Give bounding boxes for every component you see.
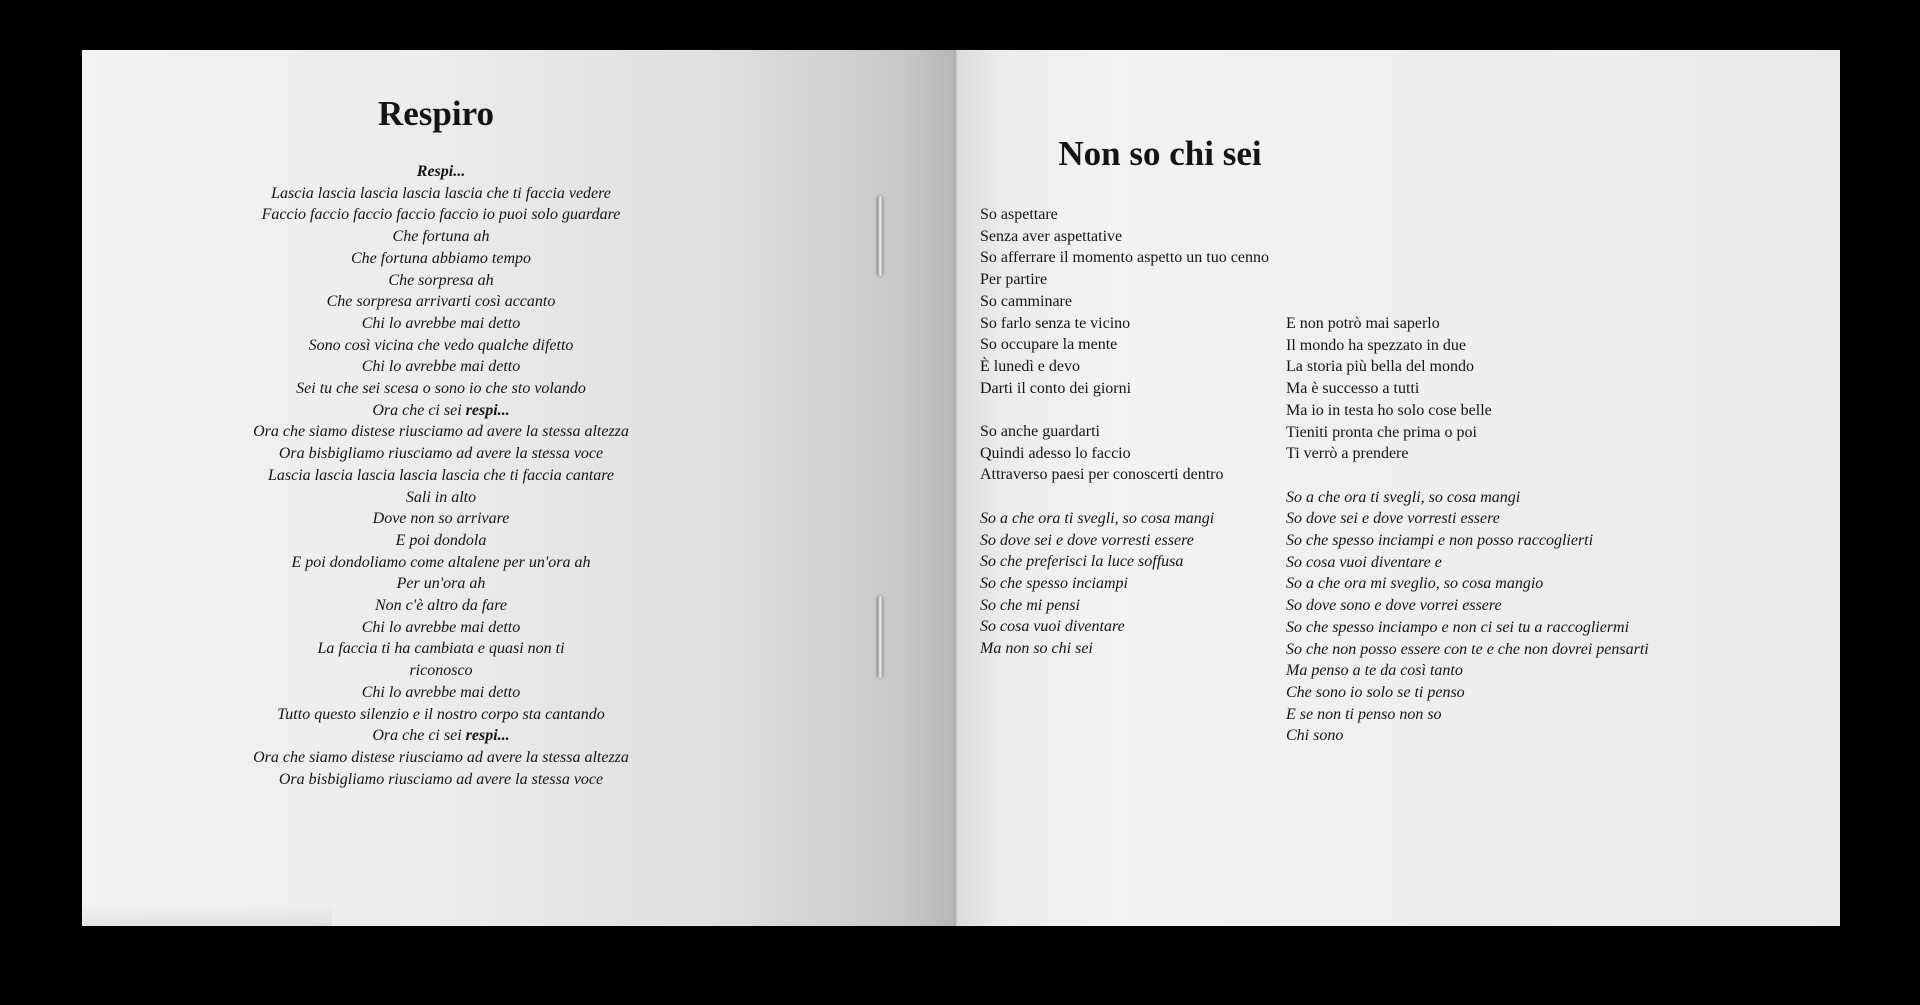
- lyric-line-text: Chi lo avrebbe mai detto: [361, 618, 521, 636]
- lyric-line: [0, 313, 882, 335]
- stanza-break: [1286, 465, 1649, 487]
- lyric-line-text: Quindi adesso lo faccio: [980, 444, 1131, 462]
- lyric-line: [1286, 617, 1649, 639]
- lyric-line-text: La faccia ti ha cambiata e quasi non ti: [317, 640, 565, 658]
- lyric-line: [980, 464, 1269, 486]
- lyric-line: [1286, 508, 1649, 530]
- stanza-break: [980, 399, 1269, 421]
- lyric-line-text: Sali in alto: [405, 488, 477, 506]
- lyric-line-text: So che spesso inciampi e non posso raccoglierti: [1286, 532, 1594, 550]
- lyric-line: [980, 204, 1269, 226]
- lyric-line-text: Ma è successo a tutti: [1286, 380, 1420, 398]
- lyric-line: [980, 530, 1269, 552]
- lyric-line-text: Che sorpresa ah: [388, 271, 494, 289]
- lyric-line: [0, 508, 882, 530]
- lyric-line: [0, 183, 882, 205]
- lyric-line: [980, 356, 1269, 378]
- lyric-line-bold: Respi...: [416, 163, 466, 180]
- lyric-line: [0, 747, 882, 769]
- lyric-line-text: So a che ora ti svegli, so cosa mangi: [1286, 488, 1521, 506]
- lyric-line: [980, 247, 1269, 269]
- lyric-line-text: Faccio faccio faccio faccio faccio io puoi solo guardare: [261, 206, 621, 224]
- lyric-line: [1286, 552, 1649, 574]
- lyric-line: [0, 270, 882, 292]
- lyric-line-text: È lunedì e devo: [980, 357, 1080, 375]
- lyric-line-text: Non c'è altro da fare: [375, 597, 507, 615]
- lyric-line-text: La storia più bella del mondo: [1286, 358, 1474, 376]
- lyric-line: [1286, 725, 1649, 747]
- lyric-line: [1286, 335, 1649, 357]
- lyric-line: [0, 638, 882, 660]
- lyric-line: [0, 660, 882, 682]
- lyric-line-text: So cosa vuoi diventare: [980, 618, 1125, 636]
- lyric-line-text: So che non posso essere con te e che non dovrei pensarti: [1286, 640, 1649, 658]
- lyric-line-text: Che fortuna abbiamo tempo: [351, 249, 531, 267]
- lyric-line: [0, 682, 882, 704]
- lyric-line: [0, 487, 882, 509]
- lyric-line: [0, 530, 882, 552]
- lyric-line-text: Per un'ora ah: [396, 575, 486, 593]
- lyric-line: [1286, 443, 1649, 465]
- lyric-line-text: So che spesso inciampi: [980, 574, 1128, 592]
- lyric-line-text: Ma non so chi sei: [980, 640, 1093, 658]
- lyric-line-text: Senza aver aspettative: [980, 227, 1123, 245]
- lyric-line: [1286, 356, 1649, 378]
- lyric-line-text: Ora bisbigliamo riusciamo ad avere la stessa voce: [278, 770, 604, 788]
- lyric-line-text: Ora che siamo distese riusciamo ad avere la stessa altezza: [253, 748, 629, 766]
- lyric-line-text: Ti verrò a prendere: [1286, 445, 1409, 463]
- lyric-line: [980, 551, 1269, 573]
- lyric-line: [1286, 313, 1649, 335]
- lyric-line: [1286, 422, 1649, 444]
- lyric-line-text: So dove sono e dove vorrei essere: [1286, 597, 1502, 615]
- lyric-line: [0, 248, 882, 270]
- lyric-line: [980, 573, 1269, 595]
- lyrics-non-so-chi-sei-column-2: [1286, 313, 1649, 747]
- lyric-line-text: E poi dondoliamo come altalene per un'ora ah: [291, 553, 591, 571]
- lyric-line-text: Chi lo avrebbe mai detto: [361, 314, 521, 332]
- lyric-line: [980, 616, 1269, 638]
- lyric-line-text: E poi dondola: [395, 531, 487, 549]
- lyric-line: [980, 291, 1269, 313]
- lyric-line: [1286, 682, 1649, 704]
- lyric-line-text: Chi lo avrebbe mai detto: [361, 683, 521, 701]
- lyric-line: [1286, 704, 1649, 726]
- lyric-line-text: Sei tu che sei scesa o sono io che sto volando: [296, 380, 586, 398]
- lyric-line: [1286, 595, 1649, 617]
- lyric-line-text: Che fortuna ah: [392, 228, 490, 246]
- lyric-line-bold-suffix: respi...: [465, 727, 510, 745]
- lyric-line: [1286, 639, 1649, 661]
- lyric-line-text: Darti il conto dei giorni: [980, 379, 1132, 397]
- lyric-line-text: So occupare la mente: [980, 336, 1118, 354]
- lyric-line: [980, 595, 1269, 617]
- lyric-line-text: Ma penso a te da così tanto: [1286, 662, 1463, 680]
- lyric-line: [0, 204, 882, 226]
- lyric-line: [1286, 530, 1649, 552]
- lyric-line-text: Per partire: [980, 271, 1048, 289]
- lyric-line-text: So aspettare: [980, 206, 1058, 223]
- lyric-line-text: Attraverso paesi per conoscerti dentro: [980, 466, 1224, 484]
- lyric-line: [0, 573, 882, 595]
- lyric-line-text: Che sono io solo se ti penso: [1286, 683, 1465, 701]
- lyric-line-text: So a che ora mi sveglio, so cosa mangio: [1286, 575, 1544, 593]
- lyric-line: [1286, 660, 1649, 682]
- song-title-non-so-chi-sei: Non so chi sei: [1058, 134, 1262, 173]
- lyrics-respiro: [0, 161, 882, 790]
- lyric-line: [0, 769, 882, 791]
- lyric-line-text: So dove sei e dove vorresti essere: [1286, 510, 1500, 528]
- lyrics-non-so-chi-sei-column-1: [980, 204, 1269, 660]
- lyric-line: [980, 269, 1269, 291]
- lyric-line-text: Che sorpresa arrivarti così accanto: [326, 293, 556, 311]
- lyric-line-text: Dove non so arrivare: [372, 510, 510, 528]
- song-title-respiro: Respiro: [377, 94, 495, 133]
- lyric-line: [0, 335, 882, 357]
- lyric-line-text: So che spesso inciampo e non ci sei tu a raccogliermi: [1286, 618, 1630, 636]
- lyric-line-text: So camminare: [980, 292, 1072, 310]
- lyric-line: [0, 161, 882, 183]
- page-shadow: [82, 904, 332, 926]
- lyric-line: [980, 313, 1269, 335]
- stanza-break: [980, 486, 1269, 508]
- lyric-line-text: riconosco: [409, 662, 473, 680]
- lyric-line-text: So che mi pensi: [980, 596, 1080, 614]
- lyric-line-text: So dove sei e dove vorresti essere: [980, 531, 1194, 549]
- lyric-line-text: E non potrò mai saperlo: [1286, 315, 1440, 332]
- lyric-line: [1286, 573, 1649, 595]
- lyric-line: [0, 552, 882, 574]
- lyric-line: [0, 725, 882, 747]
- lyric-line: [980, 334, 1269, 356]
- lyric-line: [0, 704, 882, 726]
- lyric-line-text: Tutto questo silenzio e il nostro corpo sta cantando: [277, 705, 605, 723]
- lyric-line: [0, 291, 882, 313]
- lyric-line: [980, 421, 1269, 443]
- lyric-line-text: Ora che siamo distese riusciamo ad avere la stessa altezza: [253, 423, 629, 441]
- lyric-line-text: Ora che ci sei: [372, 401, 466, 419]
- lyric-line: [0, 356, 882, 378]
- lyric-line-text: Ma io in testa ho solo cose belle: [1286, 401, 1492, 419]
- lyric-line-text: E se non ti penso non so: [1286, 705, 1442, 723]
- lyric-line: [1286, 487, 1649, 509]
- lyric-line: [0, 595, 882, 617]
- lyric-line-text: Lascia lascia lascia lascia lascia che ti faccia vedere: [271, 184, 611, 202]
- lyric-line: [980, 443, 1269, 465]
- lyric-line: [0, 400, 882, 422]
- lyric-line-text: Tieniti pronta che prima o poi: [1286, 423, 1477, 441]
- lyric-line-text: Sono così vicina che vedo qualche difetto: [308, 336, 574, 354]
- lyric-line: [0, 465, 882, 487]
- lyric-line-text: So anche guardarti: [980, 423, 1100, 441]
- lyric-line: [0, 378, 882, 400]
- booklet-spine: [954, 50, 958, 926]
- lyric-line: [980, 508, 1269, 530]
- lyric-line-text: So afferrare il momento aspetto un tuo cenno: [980, 249, 1269, 267]
- lyric-line: [1286, 400, 1649, 422]
- lyric-line-text: Lascia lascia lascia lascia lascia che ti faccia cantare: [267, 466, 614, 484]
- lyric-line-text: So farlo senza te vicino: [980, 314, 1131, 332]
- lyric-line-text: Chi sono: [1286, 727, 1344, 745]
- lyric-line-bold-suffix: respi...: [465, 401, 510, 419]
- lyric-line-text: Chi lo avrebbe mai detto: [361, 358, 521, 376]
- lyric-line: [980, 638, 1269, 660]
- lyric-line-text: Ora bisbigliamo riusciamo ad avere la stessa voce: [278, 445, 604, 463]
- lyric-line: [0, 443, 882, 465]
- lyric-line: [0, 421, 882, 443]
- lyric-line: [980, 226, 1269, 248]
- lyric-line-text: Ora che ci sei: [372, 727, 466, 745]
- lyric-line-text: So cosa vuoi diventare e: [1286, 553, 1442, 571]
- lyric-line-text: Il mondo ha spezzato in due: [1286, 336, 1466, 354]
- lyric-line: [1286, 378, 1649, 400]
- lyric-line: [0, 617, 882, 639]
- lyric-line-text: So a che ora ti svegli, so cosa mangi: [980, 509, 1215, 527]
- lyric-line: [0, 226, 882, 248]
- lyric-line: [980, 378, 1269, 400]
- lyric-line-text: So che preferisci la luce soffusa: [980, 553, 1184, 571]
